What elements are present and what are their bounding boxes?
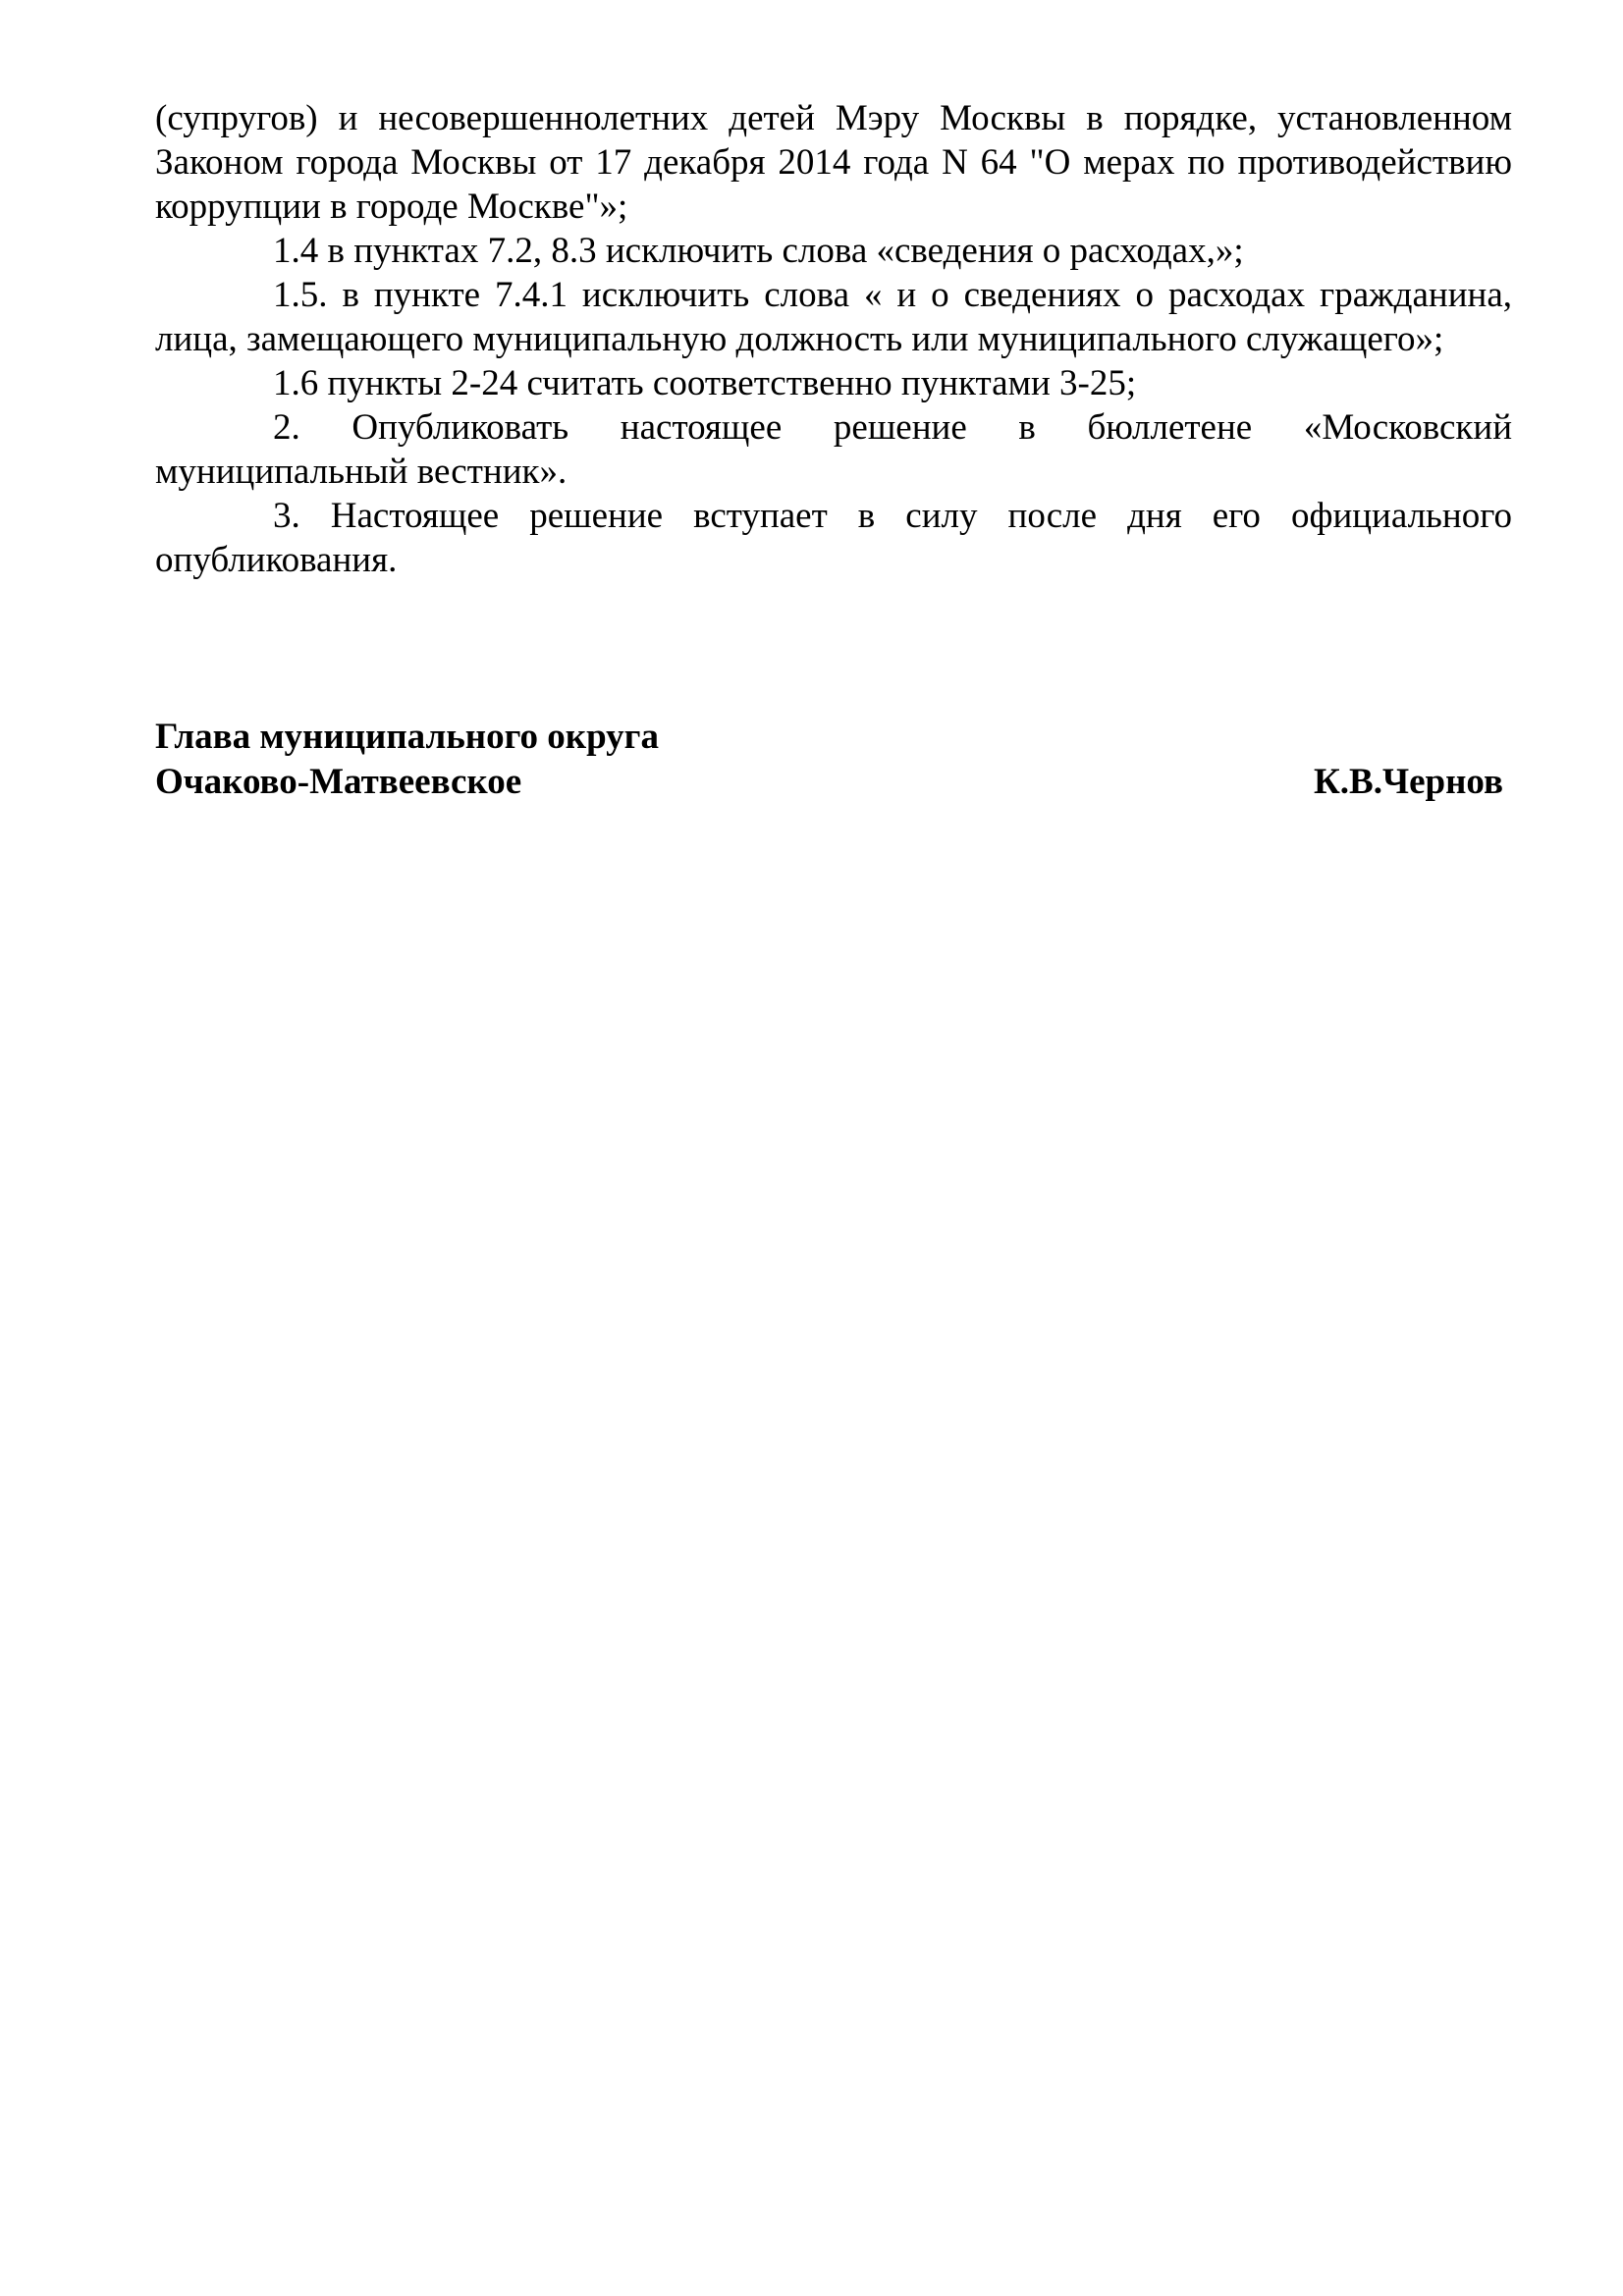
paragraph-item-2: 2. Опубликовать настоящее решение в бюллетене «Московский муниципальный вестник». xyxy=(155,407,1512,492)
document-body xyxy=(155,96,1512,582)
signature-line-2 xyxy=(155,760,1503,805)
signature-block xyxy=(155,715,1503,805)
paragraph-item-1-5: 1.5. в пункте 7.4.1 исключить слова « и о сведениях о расходах гражданина, лица, замещающего муниципальную должность или муниципального служащего»; xyxy=(155,275,1512,359)
paragraph-item-3: 3. Настоящее решение вступает в силу после дня его официального опубликования. xyxy=(155,496,1512,580)
paragraph-item-1-4: 1.4 в пунктах 7.2, 8.3 исключить слова «сведения о расходах,»; xyxy=(273,231,1244,271)
paragraph-continuation: (супругов) и несовершеннолетних детей Мэру Москвы в порядке, установленном Законом города Москвы от 17 декабря 2014 года N 64 "О мерах по противодействию коррупции в городе Москве"»; xyxy=(155,98,1512,227)
signatory-position: Глава муниципального округа xyxy=(155,717,659,757)
signatory-name: К.В.Чернов xyxy=(1313,762,1503,802)
paragraph-item-1-6: 1.6 пункты 2-24 считать соответственно пунктами 3-25; xyxy=(273,363,1137,403)
signatory-district: Очаково-Матвеевское xyxy=(155,762,522,802)
signature-line-1 xyxy=(155,715,1503,760)
